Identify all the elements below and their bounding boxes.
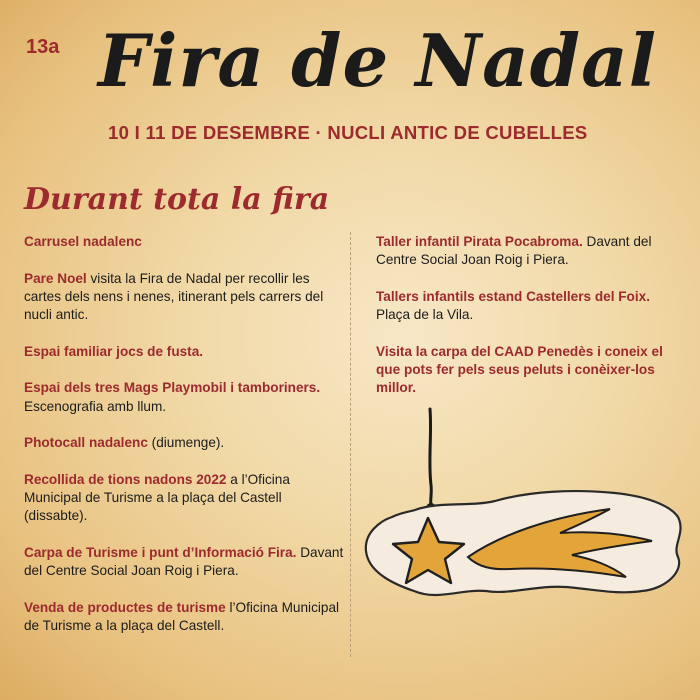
item-text: a l’Oficina Municipal de Turisme a la plaça del Castell (dissabte).	[24, 471, 290, 524]
right-column	[376, 233, 686, 416]
item-highlight: Carrusel nadalenc	[24, 234, 142, 249]
list-item	[376, 288, 686, 325]
item-text: Escenografia amb llum.	[24, 398, 167, 414]
item-highlight: Pare Noel	[24, 270, 87, 286]
item-highlight: Carpa de Turisme i punt d’Informació Fira.	[24, 545, 297, 561]
item-highlight: Recollida de tions nadons 2022	[24, 471, 227, 487]
item-highlight: Espai familiar jocs de fusta.	[24, 343, 204, 359]
item-text: (diumenge).	[147, 435, 225, 451]
item-highlight: Espai dels tres Mags Playmobil i tamboriners.	[24, 380, 321, 396]
list-item	[376, 343, 686, 398]
item-text: Davant del Centre Social Joan Roig i Piera.	[376, 234, 652, 268]
list-item	[24, 270, 344, 325]
item-highlight: Venda de productes de turisme	[24, 599, 226, 615]
shooting-star-icon	[360, 405, 695, 615]
column-divider	[350, 232, 351, 657]
item-text: Davant del Centre Social Joan Roig i Piera.	[24, 545, 344, 579]
item-text: Plaça de la Vila.	[376, 307, 474, 323]
list-item	[24, 233, 344, 251]
list-item	[24, 379, 344, 416]
page-title: Fira de Nadal	[98, 18, 658, 103]
list-item	[376, 233, 686, 270]
item-highlight: Visita la carpa del CAAD Penedès i coneix el que pots fer pels seus peluts i conèixer-los millor.	[376, 343, 663, 396]
edition-label: 13a	[26, 36, 60, 58]
item-highlight: Taller infantil Pirata Pocabroma.	[376, 234, 583, 249]
item-text: visita la Fira de Nadal per recollir les cartes dels nens i nenes, itinerant pels carrers del nucli antic.	[24, 270, 324, 323]
item-text: l’Oficina Municipal de Turisme a la plaça del Castell.	[24, 599, 340, 634]
item-highlight: Tallers infantils estand Castellers del Foix.	[376, 288, 650, 304]
list-item	[24, 343, 344, 361]
list-item	[24, 471, 344, 526]
list-item	[24, 544, 344, 581]
item-highlight: Photocall nadalenc	[24, 435, 148, 451]
date-location-subtitle: 10 I 11 DE DESEMBRE · NUCLI ANTIC DE CUBELLES	[108, 122, 588, 143]
section-heading: Durant tota la fira	[24, 182, 330, 217]
list-item	[24, 434, 344, 452]
list-item	[24, 599, 344, 636]
left-column	[24, 233, 344, 654]
